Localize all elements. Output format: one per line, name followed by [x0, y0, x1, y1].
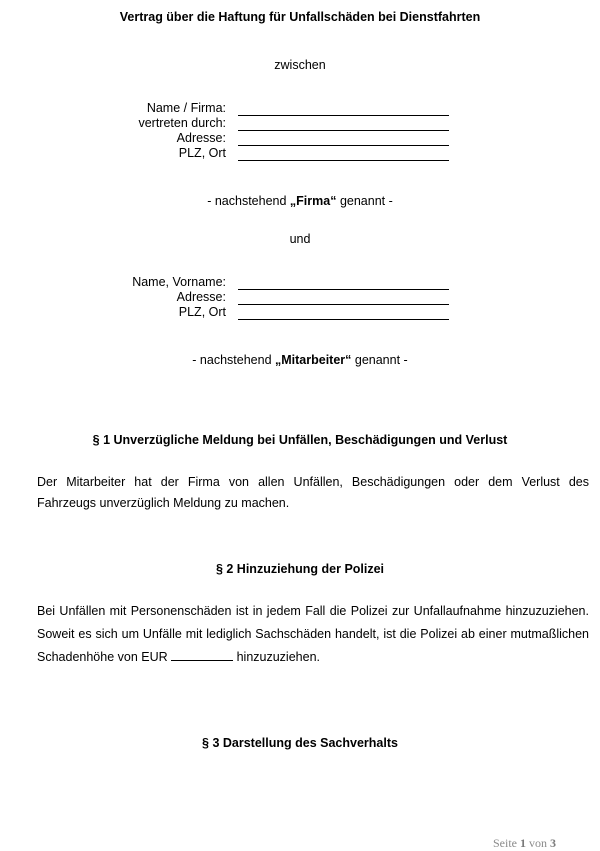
employee-address-line[interactable] — [238, 304, 449, 305]
company-name-line[interactable] — [238, 115, 449, 116]
section-2-line-2: Soweit es sich um Unfälle mit lediglich Sachschäden handelt, ist die Polizei ab einer mutmaßlichen — [37, 627, 589, 641]
company-address-line[interactable] — [238, 145, 449, 146]
designation-prefix: - nachstehend — [207, 194, 290, 208]
document-title: Vertrag über die Haftung für Unfallschäden bei Dienstfahrten — [119, 10, 481, 24]
and-label: und — [289, 232, 311, 246]
page-footer — [493, 836, 556, 851]
section-2-line-3 — [37, 646, 589, 669]
section-2-line-1: Bei Unfällen mit Personenschäden ist in jedem Fall die Polizei zur Unfallaufnahme hinzuzuziehen. — [37, 604, 589, 618]
of-word: von — [526, 836, 550, 850]
employee-zip-city-line[interactable] — [238, 319, 449, 320]
company-zip-city-line[interactable] — [238, 160, 449, 161]
section-2-line-3-end: hinzuzuziehen. — [233, 650, 320, 664]
employee-name-label: Name, Vorname: — [132, 275, 226, 289]
designation-name-mitarbeiter: „Mitarbeiter“ — [275, 353, 352, 367]
section-2-body — [37, 600, 589, 669]
employee-name-line[interactable] — [238, 289, 449, 290]
designation-prefix: - nachstehend — [192, 353, 275, 367]
employee-designation — [0, 353, 600, 367]
company-representative-line[interactable] — [238, 130, 449, 131]
total-pages-number: 3 — [550, 836, 556, 850]
company-zip-city-label: PLZ, Ort — [178, 146, 226, 160]
section-1-line-1: Der Mitarbeiter hat der Firma von allen Unfällen, Beschädigungen oder dem Verlust des — [37, 475, 589, 489]
designation-name-firma: „Firma“ — [289, 194, 337, 208]
page-word: Seite — [493, 836, 520, 850]
section-3-heading: § 3 Darstellung des Sachverhalts — [202, 736, 398, 750]
between-label: zwischen — [274, 58, 326, 72]
amount-blank-line[interactable] — [171, 648, 233, 661]
company-representative-label: vertreten durch: — [138, 116, 226, 130]
company-designation — [0, 194, 600, 208]
section-1-body — [37, 472, 589, 514]
company-address-label: Adresse: — [176, 131, 226, 145]
employee-address-label: Adresse: — [176, 290, 226, 304]
designation-suffix: genannt - — [336, 194, 393, 208]
section-1-heading: § 1 Unverzügliche Meldung bei Unfällen, Beschädigungen und Verlust — [92, 433, 508, 447]
company-name-label: Name / Firma: — [146, 101, 226, 115]
current-page-number: 1 — [520, 836, 526, 850]
section-1-line-2: Fahrzeugs unverzüglich Meldung zu machen. — [37, 496, 290, 510]
section-2-line-3-start: Schadenhöhe von EUR — [37, 650, 172, 664]
section-2-heading: § 2 Hinzuziehung der Polizei — [215, 562, 385, 576]
designation-suffix: genannt - — [351, 353, 408, 367]
employee-zip-city-label: PLZ, Ort — [178, 305, 226, 319]
